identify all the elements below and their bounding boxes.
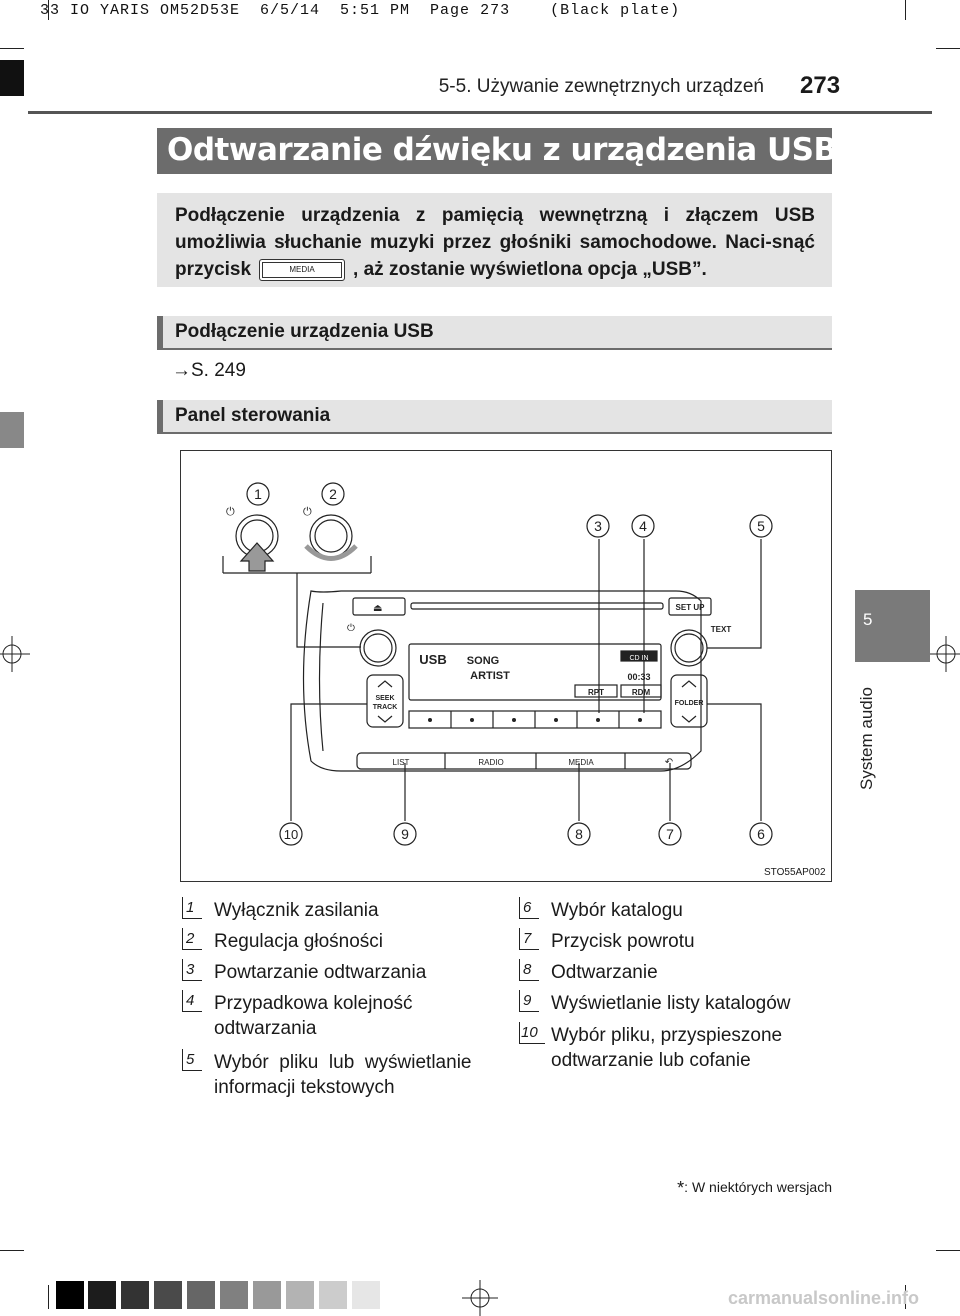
watermark: carmanualsonline.info <box>728 1288 920 1308</box>
left-gray-tab <box>0 412 24 448</box>
crop-mark <box>0 48 24 49</box>
list-label: LIST <box>392 758 410 767</box>
callout-5: 5 <box>757 518 765 534</box>
registration-mark-icon <box>0 636 30 672</box>
callout-3: 3 <box>594 518 602 534</box>
folder-label: FOLDER <box>674 700 704 707</box>
callout-6: 6 <box>757 826 765 842</box>
media-button-icon: MEDIA <box>259 259 345 281</box>
print-slug: 33 IO YARIS OM52D53E 6/5/14 5:51 PM Page 273 (Black plate) <box>40 2 681 19</box>
legend-text: informacji tekstowych <box>214 1077 395 1098</box>
callout-4: 4 <box>639 518 647 534</box>
page-reference-text: S. 249 <box>191 360 246 381</box>
display-song: SONG <box>466 655 500 667</box>
legend-text: Regulacja głośności <box>214 931 383 952</box>
display-rpt: RPT <box>588 688 604 697</box>
control-panel-illustration <box>181 451 831 881</box>
crop-mark <box>936 1250 960 1251</box>
legend-number: 2 <box>182 928 202 950</box>
legend-number: 10 <box>519 1022 545 1044</box>
display-time: 00:33 <box>627 672 651 682</box>
legend-text: Wybór pliku, przyspieszone <box>551 1025 783 1046</box>
callout-7: 7 <box>666 826 674 842</box>
crop-mark <box>0 1250 24 1251</box>
header-rule <box>28 111 932 114</box>
subheading-connect <box>157 316 832 350</box>
legend-text: Powtarzanie odtwarzania <box>214 962 427 983</box>
footnote <box>677 1178 832 1199</box>
legend-text: Wybór katalogu <box>551 900 683 921</box>
legend-text: odtwarzania <box>214 1018 317 1039</box>
crop-mark <box>48 1285 49 1309</box>
legend-number: 7 <box>519 928 539 950</box>
title-asterisk: * <box>838 132 849 156</box>
legend-number: 6 <box>519 897 539 919</box>
chapter-label: System audio <box>857 687 876 790</box>
corner-block <box>0 60 24 96</box>
subheading-connect-text: Podłączenie urządzenia USB <box>175 321 434 342</box>
radio-label: RADIO <box>478 758 504 767</box>
section-header: 5-5. Używanie zewnętrznych urządzeń <box>438 76 764 97</box>
legend-text: Wyświetlanie listy katalogów <box>551 993 791 1014</box>
callout-9: 9 <box>401 826 409 842</box>
page-number: 273 <box>800 72 841 99</box>
display-artist: ARTIST <box>470 670 510 682</box>
intro-part1: Podłączenie urządzenia z pamięcią wewnętrzną i złączem USB umożliwia słuchanie muzyki przez głośniki samochodowe. Naci-snąć przycisk <box>175 205 815 280</box>
registration-mark-icon <box>462 1280 498 1316</box>
legend-number: 4 <box>182 990 202 1012</box>
legend-number: 8 <box>519 959 539 981</box>
seek-label: SEEK <box>375 695 395 702</box>
power-icon: ⏻ <box>347 623 355 634</box>
legend-number: 3 <box>182 959 202 981</box>
title-bar <box>157 128 849 174</box>
intro-text <box>175 202 815 283</box>
intro-box <box>157 193 832 287</box>
intro-part2: , aż zostanie wyświetlona opcja „USB”. <box>353 259 707 280</box>
callout-8: 8 <box>575 826 583 842</box>
display-cd: CD IN <box>629 655 649 662</box>
power-icon: ⏻ <box>303 506 312 518</box>
legend-text: Przycisk powrotu <box>551 931 695 952</box>
callout-1: 1 <box>254 486 262 502</box>
legend-text: Wybór pliku lub wyświetlanie <box>214 1052 472 1073</box>
eject-icon: ⏏ <box>373 603 383 614</box>
figure-code: STO55AP002 <box>764 867 826 878</box>
legend-number: 1 <box>182 897 202 919</box>
return-icon: ↶ <box>664 757 674 768</box>
display-usb: USB <box>419 652 447 667</box>
arrow-right-icon: → <box>172 360 191 381</box>
registration-mark-icon <box>928 636 960 672</box>
page-title <box>167 132 848 168</box>
callout-10: 10 <box>283 827 299 842</box>
media-label: MEDIA <box>568 758 594 767</box>
track-label: TRACK <box>372 704 398 711</box>
chapter-number: 5 <box>863 610 873 629</box>
legend-text: Wyłącznik zasilania <box>214 900 379 921</box>
page-title-text: Odtwarzanie dźwięku z urządzenia USB <box>167 132 837 168</box>
footnote-text: : W niektórych wersjach <box>684 1179 832 1195</box>
legend-text: odtwarzanie lub cofanie <box>551 1050 751 1071</box>
chapter-tab <box>855 590 930 662</box>
crop-mark <box>905 0 906 20</box>
callout-2: 2 <box>329 486 337 502</box>
setup-label: SET UP <box>675 603 705 612</box>
legend-number: 9 <box>519 990 539 1012</box>
legend-number: 5 <box>182 1049 202 1071</box>
footnote-mark: * <box>677 1178 685 1198</box>
power-icon: ⏻ <box>226 506 235 518</box>
control-panel-figure <box>180 450 832 882</box>
display-rdm: RDM <box>631 688 651 697</box>
subheading-panel-text: Panel sterowania <box>175 405 331 426</box>
crop-mark <box>936 48 960 49</box>
subheading-panel <box>157 400 832 434</box>
text-label: TEXT <box>710 625 732 634</box>
page-reference <box>172 360 246 382</box>
legend-text: Przypadkowa kolejność <box>214 993 413 1014</box>
legend-text: Odtwarzanie <box>551 962 658 983</box>
